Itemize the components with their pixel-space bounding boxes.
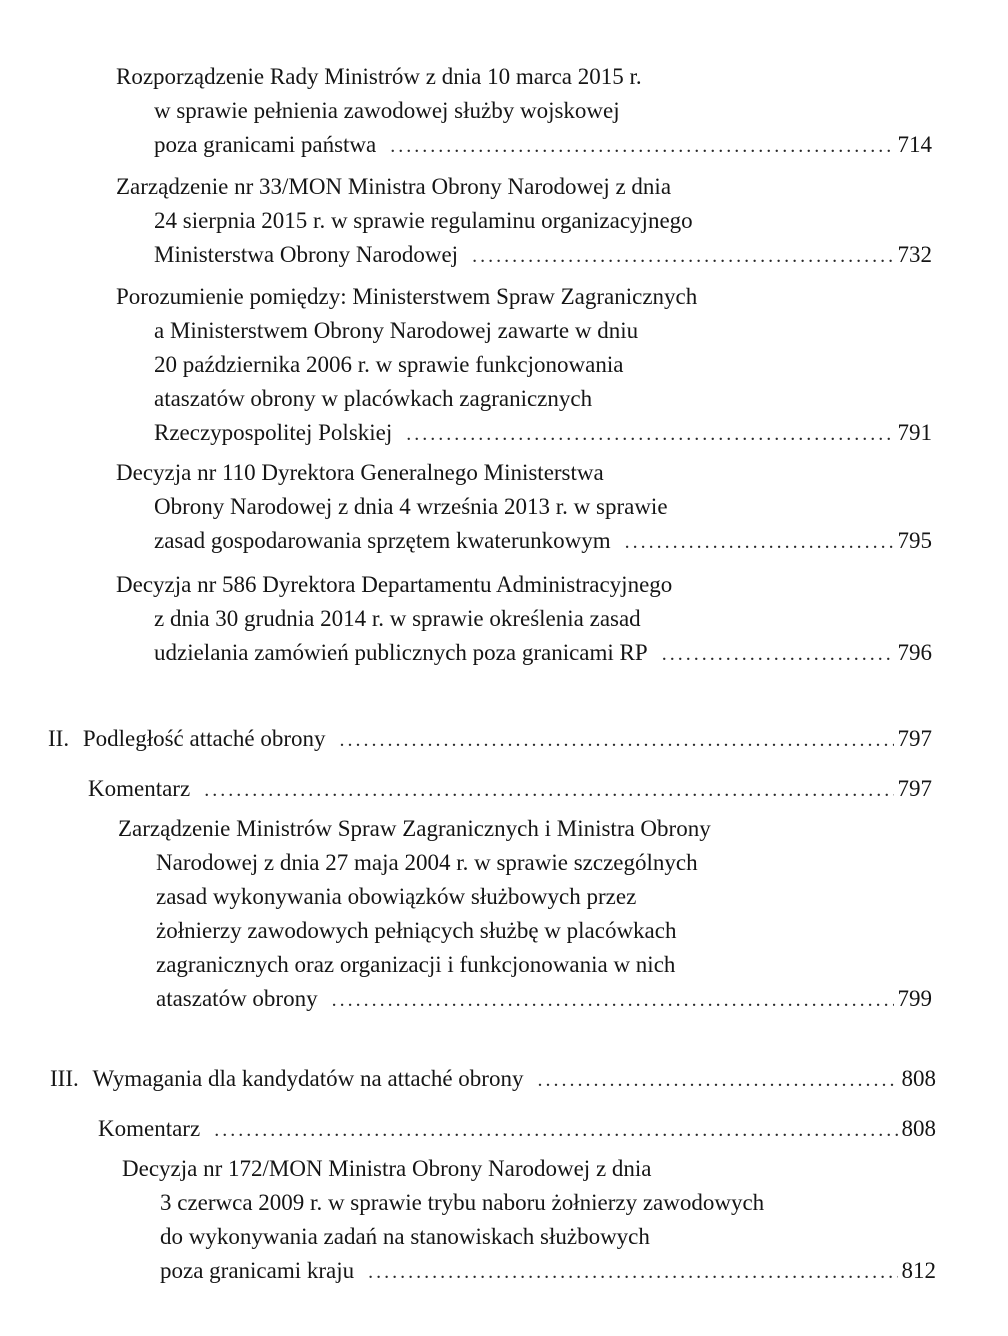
page-number: 796 [897,640,932,665]
entry-line: ataszatów obrony [156,986,318,1011]
entry-line: w sprawie pełnienia zawodowej służby wojskowej [154,98,620,123]
entry-line: zasad wykonywania obowiązków służbowych przez [156,884,637,909]
dot-leader [472,239,893,273]
toc-entry [118,812,932,1016]
entry-line: zagranicznych oraz organizacji i funkcjonowania w nich [156,952,676,977]
section-heading-line [48,722,932,756]
entry-line: zasad gospodarowania sprzętem kwaterunkowym [154,528,611,553]
dot-leader [390,129,893,163]
entry-line: do wykonywania zadań na stanowiskach służbowych [160,1224,650,1249]
entry-line: Decyzja nr 586 Dyrektora Departamentu Administracyjnego [116,572,673,597]
entry-line: żołnierzy zawodowych pełniących służbę w placówkach [156,918,677,943]
komentarz-label: Komentarz [88,776,191,801]
toc-entry [116,60,932,162]
toc-entry [122,1152,936,1288]
section-heading-line [50,1062,936,1096]
komentarz-entry [88,772,932,806]
section-heading [50,1062,936,1096]
dot-leader [625,525,894,559]
section-heading [48,722,932,756]
page-number: 808 [901,1066,936,1091]
entry-line: Rzeczypospolitej Polskiej [154,420,393,445]
komentarz-line [88,772,932,806]
dot-leader [406,417,893,451]
dot-leader [214,1113,897,1147]
entry-line: poza granicami państwa [154,132,377,157]
page-number: 795 [897,528,932,553]
page-number: 791 [897,420,932,445]
entry-last-line [116,524,932,558]
entry-last-line [116,238,932,272]
section-numeral: III. [50,1066,79,1091]
entry-line: poza granicami kraju [160,1258,355,1283]
page-number: 799 [897,986,932,1011]
entry-line: 20 października 2006 r. w sprawie funkcjonowania [154,352,624,377]
section-title: Wymagania dla kandydatów na attaché obrony [92,1066,524,1091]
dot-leader [204,773,893,807]
entry-last-line [122,1254,936,1288]
entry-line: ataszatów obrony w placówkach zagranicznych [154,386,593,411]
entry-line: 3 czerwca 2009 r. w sprawie trybu naboru żołnierzy zawodowych [160,1190,765,1215]
entry-last-line [116,128,932,162]
page-number: 714 [897,132,932,157]
toc-entry [116,456,932,558]
entry-line: Obrony Narodowej z dnia 4 września 2013 r. w sprawie [154,494,668,519]
section-heading-text [48,722,326,756]
page-number: 808 [901,1116,936,1141]
entry-line: z dnia 30 grudnia 2014 r. w sprawie określenia zasad [154,606,641,631]
entry-line: Zarządzenie nr 33/MON Ministra Obrony Narodowej z dnia [116,174,672,199]
entry-line: 24 sierpnia 2015 r. w sprawie regulaminu organizacyjnego [154,208,693,233]
dot-leader [332,983,894,1017]
dot-leader [537,1063,897,1097]
dot-leader [368,1255,897,1289]
entry-line: Decyzja nr 172/MON Ministra Obrony Narodowej z dnia [122,1156,652,1181]
komentarz-label: Komentarz [98,1116,201,1141]
page-number: 812 [901,1258,936,1283]
toc-entry [116,170,932,272]
entry-line: Rozporządzenie Rady Ministrów z dnia 10 marca 2015 r. [116,64,642,89]
entry-line: Ministerstwa Obrony Narodowej [154,242,459,267]
entry-line: udzielania zamówień publicznych poza granicami RP [154,640,648,665]
entry-line: Narodowej z dnia 27 maja 2004 r. w sprawie szczególnych [156,850,698,875]
section-heading-text [50,1062,523,1096]
entry-last-line [116,416,932,450]
entry-line: a Ministerstwem Obrony Narodowej zawarte w dniu [154,318,639,343]
page-number: 797 [897,776,932,801]
page-number: 797 [897,726,932,751]
komentarz-entry [98,1112,936,1146]
entry-line: Porozumienie pomiędzy: Ministerstwem Spraw Zagranicznych [116,284,698,309]
entry-line: Zarządzenie Ministrów Spraw Zagranicznych i Ministra Obrony [118,816,711,841]
dot-leader [662,637,894,671]
komentarz-line [98,1112,936,1146]
page-number: 732 [897,242,932,267]
entry-last-line [118,982,932,1016]
section-numeral: II. [48,726,70,751]
toc-entry [116,280,932,450]
entry-line: Decyzja nr 110 Dyrektora Generalnego Ministerstwa [116,460,604,485]
entry-last-line [116,636,932,670]
section-title: Podległość attaché obrony [82,726,326,751]
dot-leader [340,723,894,757]
toc-entry [116,568,932,670]
